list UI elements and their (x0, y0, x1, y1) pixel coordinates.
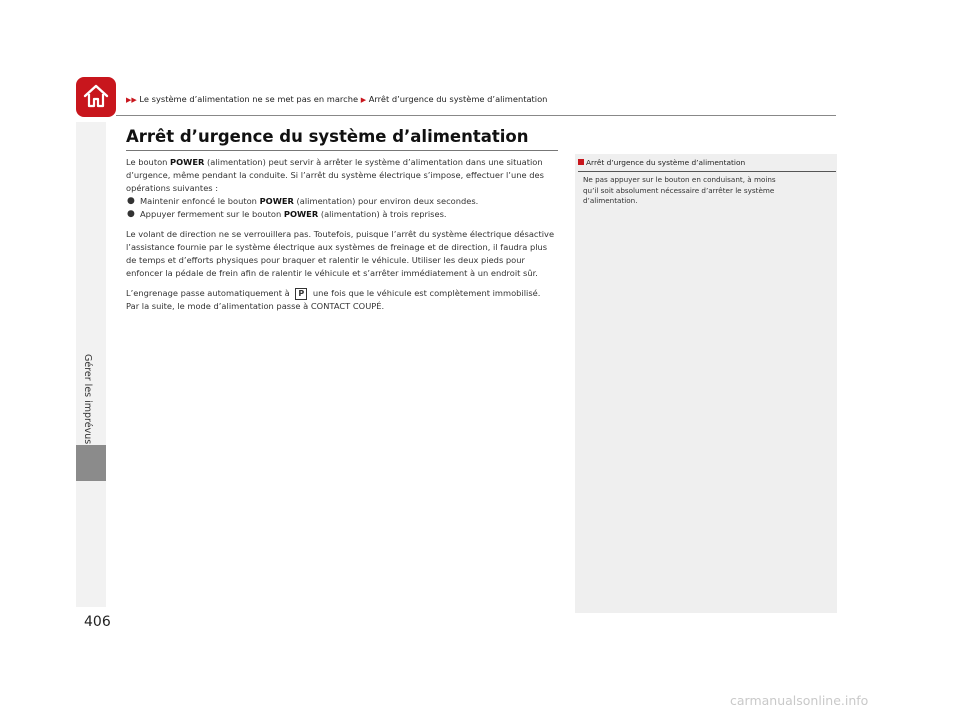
bullet-icon: ● (127, 209, 135, 219)
text: Maintenir enfoncé le bouton (140, 196, 260, 206)
list-item (126, 208, 556, 221)
park-gear-icon: P (295, 288, 307, 300)
paragraph-intro (126, 156, 556, 195)
breadcrumb-link-1[interactable]: Le système d’alimentation ne se met pas en marche (139, 94, 359, 104)
home-button[interactable] (76, 77, 116, 117)
text: (alimentation) à trois reprises. (318, 209, 447, 219)
watermark: carmanualsonline.info (730, 693, 869, 708)
sidebar-active-marker (76, 445, 106, 481)
paragraph-gear (126, 287, 556, 313)
text: L’engrenage passe automatiquement à (126, 288, 293, 298)
header-divider (116, 115, 836, 116)
note-title-text: Arrêt d’urgence du système d’alimentation (586, 158, 746, 167)
sidebar-section-tab[interactable] (82, 354, 102, 454)
sidebar-section-label: Gérer les imprévus (82, 354, 93, 445)
power-keyword: POWER (283, 209, 319, 219)
text: (alimentation) peut servir à arrêter le système d’alimentation dans une situation d’urgence, même pendant la conduite. Si l’arrêt du système électrique s’impose, effectuer l’une des opérations suivantes : (126, 157, 544, 193)
main-content (126, 156, 556, 313)
note-panel (575, 154, 837, 613)
list-item (126, 195, 556, 208)
note-title (578, 158, 745, 167)
note-marker-icon (578, 159, 584, 165)
text: Appuyer fermement sur le bouton (140, 209, 284, 219)
text: Le bouton (126, 157, 171, 167)
arrow-right-icon: ▶▶ (126, 96, 137, 104)
text: (alimentation) pour environ deux secondes. (293, 196, 479, 206)
paragraph-steering: Le volant de direction ne se verrouillera pas. Toutefois, puisque l’arrêt du système électrique désactive l’assistance fournie par le système électrique aux systèmes de freinage et de direction, il faudra plus de temps et d’efforts physiques pour braquer et ralentir le véhicule. Utiliser les deux pieds pour enfoncer la pédale de frein afin de ralentir le véhicule et s’arrêter immédiatement à un endroit sûr. (126, 229, 555, 278)
home-icon (82, 82, 110, 110)
page-number: 406 (84, 614, 111, 630)
breadcrumb (126, 94, 547, 104)
page-title: Arrêt d’urgence du système d’alimentation (126, 127, 529, 146)
power-keyword: POWER (259, 196, 294, 206)
bullet-icon: ● (127, 196, 135, 206)
note-divider (578, 171, 836, 172)
note-text: Ne pas appuyer sur le bouton en conduisant, à moins qu’il soit absolument nécessaire d’arrêter le système d’alimentation. (583, 175, 776, 205)
breadcrumb-current: Arrêt d’urgence du système d’alimentation (368, 94, 548, 104)
title-divider (126, 150, 558, 151)
power-keyword: POWER (170, 157, 205, 167)
arrow-right-icon: ▶ (360, 96, 367, 104)
text: une fois que le véhicule est complètement immobilisé. Par la suite, le mode d’alimentation passe à CONTACT COUPÉ. (126, 288, 541, 311)
